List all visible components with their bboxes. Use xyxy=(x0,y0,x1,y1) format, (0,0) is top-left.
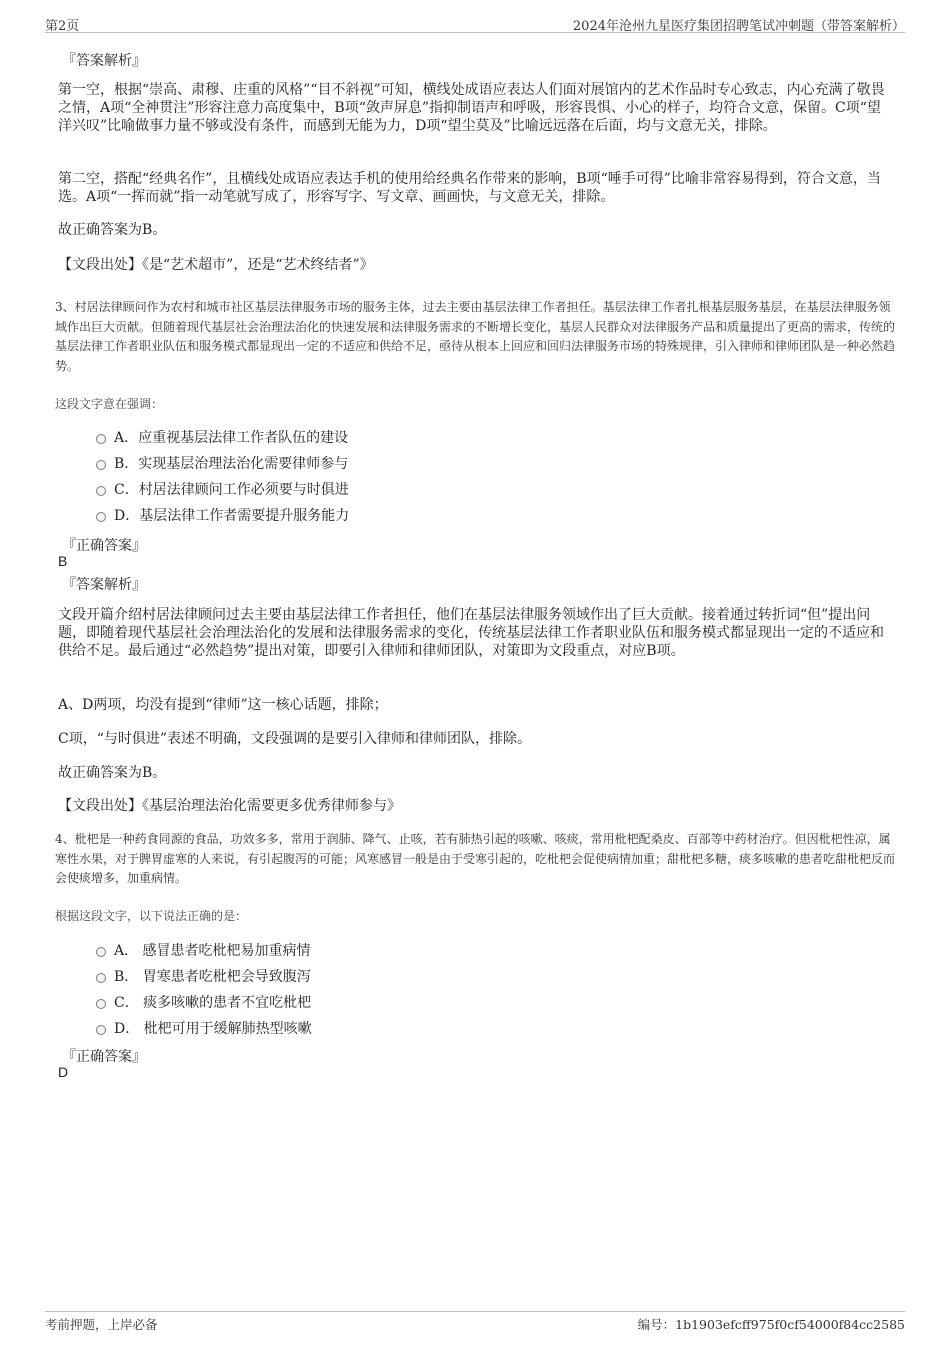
radio-button-icon[interactable] xyxy=(96,973,106,983)
document-id: 编号：1b1903efcff975f0cf54000f84cc2585 xyxy=(637,1317,905,1332)
radio-button-icon[interactable] xyxy=(96,1025,106,1035)
analysis-paragraph: C项，“与时俱进”表述不明确，文段强调的是要引入律师和律师团队，排除。 xyxy=(58,731,532,747)
analysis-tag: 『答案解析』 xyxy=(62,577,146,593)
radio-button-icon[interactable] xyxy=(96,512,106,522)
radio-button-icon[interactable] xyxy=(96,434,106,444)
correct-answer: D xyxy=(58,1064,69,1080)
question-stem: 3、村居法律顾问作为农村和城市社区基层法律服务市场的服务主体，过去主要由基层法律工作者担任。基层法律工作者扎根基层服务基层，在基层法律服务领域作出巨大贡献。但随着现代基层社会治理法治化的快速发展和法律服务需求的不断增长变化，基层人民群众对法律服务产品和质量提出了更高的需求，传统的基层法律工作者职业队伍和服务模式都显现出一定的不适应和供给不足，亟待从根本上回应和回归法律服务市场的特殊规律，引入律师和律师团队是一种必然趋势。 xyxy=(55,300,896,373)
option-label: C． 痰多咳嗽的患者不宜吃枇杷 xyxy=(114,995,312,1011)
correct-answer: B xyxy=(58,553,68,569)
radio-button-icon[interactable] xyxy=(96,947,106,957)
footer-slogan: 考前押题，上岸必备 xyxy=(45,1317,158,1332)
radio-button-icon[interactable] xyxy=(96,486,106,496)
document-title: 2024年沧州九星医疗集团招聘笔试冲刺题（带答案解析） xyxy=(572,19,905,34)
option-label: C．村居法律顾问工作必须要与时俱进 xyxy=(114,482,349,498)
answer-tag: 『正确答案』 xyxy=(62,538,146,554)
option-label: B． 胃寒患者吃枇杷会导致腹泻 xyxy=(114,969,311,985)
answer-tag: 『正确答案』 xyxy=(62,1049,146,1065)
question-stem: 4、枇杷是一种药食同源的食品，功效多多，常用于润肺、降气、止咳，若有肺热引起的咳嗽、咳痰，常用枇杷配桑皮、百部等中药材治疗。但因枇杷性凉，属寒性水果，对于脾胃虚寒的人来说，有引起腹泻的可能；风寒感冒一般是由于受寒引起的，吃枇杷会促使病情加重；甜枇杷多糖，痰多咳嗽的患者吃甜枇杷反而会使痰增多，加重病情。 xyxy=(55,832,896,885)
source-citation: 【文段出处】《是“艺术超市”，还是“艺术终结者”》 xyxy=(58,257,374,273)
answer-conclusion: 故正确答案为B。 xyxy=(58,765,167,781)
option-label: D． 枇杷可用于缓解肺热型咳嗽 xyxy=(114,1021,312,1037)
answer-conclusion: 故正确答案为B。 xyxy=(58,222,167,238)
radio-button-icon[interactable] xyxy=(96,460,106,470)
page-footer xyxy=(45,1311,905,1334)
option-label: A．应重视基层法律工作者队伍的建设 xyxy=(114,430,349,446)
analysis-tag: 『答案解析』 xyxy=(62,53,146,69)
page-number: 第2页 xyxy=(45,19,80,34)
analysis-paragraph: A、D两项，均没有提到“律师”这一核心话题，排除； xyxy=(58,697,388,713)
analysis-paragraph: 第一空，根据“崇高、肃穆、庄重的风格”“目不斜视”可知，横线处成语应表达人们面对展馆内的艺术作品时专心致志，内心充满了敬畏之情，A项“全神贯注”形容注意力高度集中，B项“敛声屏息”指抑制语声和呼吸，形容畏惧、小心的样子，均符合文意，保留。C项“望洋兴叹”比喻做事力量不够或没有条件，而感到无能为力，D项“望尘莫及”比喻远远落在后面，均与文意无关，排除。 xyxy=(58,82,885,134)
source-citation: 【文段出处】《基层治理法治化需要更多优秀律师参与》 xyxy=(58,798,401,814)
page-header xyxy=(45,12,905,33)
question-prompt: 这段文字意在强调： xyxy=(55,397,164,411)
question-prompt: 根据这段文字，以下说法正确的是： xyxy=(55,909,248,923)
radio-button-icon[interactable] xyxy=(96,999,106,1009)
analysis-paragraph: 文段开篇介绍村居法律顾问过去主要由基层法律工作者担任，他们在基层法律服务领域作出了巨大贡献。接着通过转折词“但”提出问题，即随着现代基层社会治理法治化的发展和法律服务需求的变化，传统基层法律工作者职业队伍和服务模式都显现出一定的不适应和供给不足。最后通过“必然趋势”提出对策，即要引入律师和律师团队，对策即为文段重点，对应B项。 xyxy=(58,607,884,659)
option-label: A． 感冒患者吃枇杷易加重病情 xyxy=(114,943,311,959)
option-label: B．实现基层治理法治化需要律师参与 xyxy=(114,456,349,472)
analysis-paragraph: 第二空，搭配“经典名作”，且横线处成语应表达手机的使用给经典名作带来的影响，B项“唾手可得”比喻非常容易得到，符合文意，当选。A项“一挥而就”指一动笔就写成了，形容写字、写文章、画画快，与文意无关，排除。 xyxy=(58,171,881,205)
option-label: D．基层法律工作者需要提升服务能力 xyxy=(114,508,350,524)
